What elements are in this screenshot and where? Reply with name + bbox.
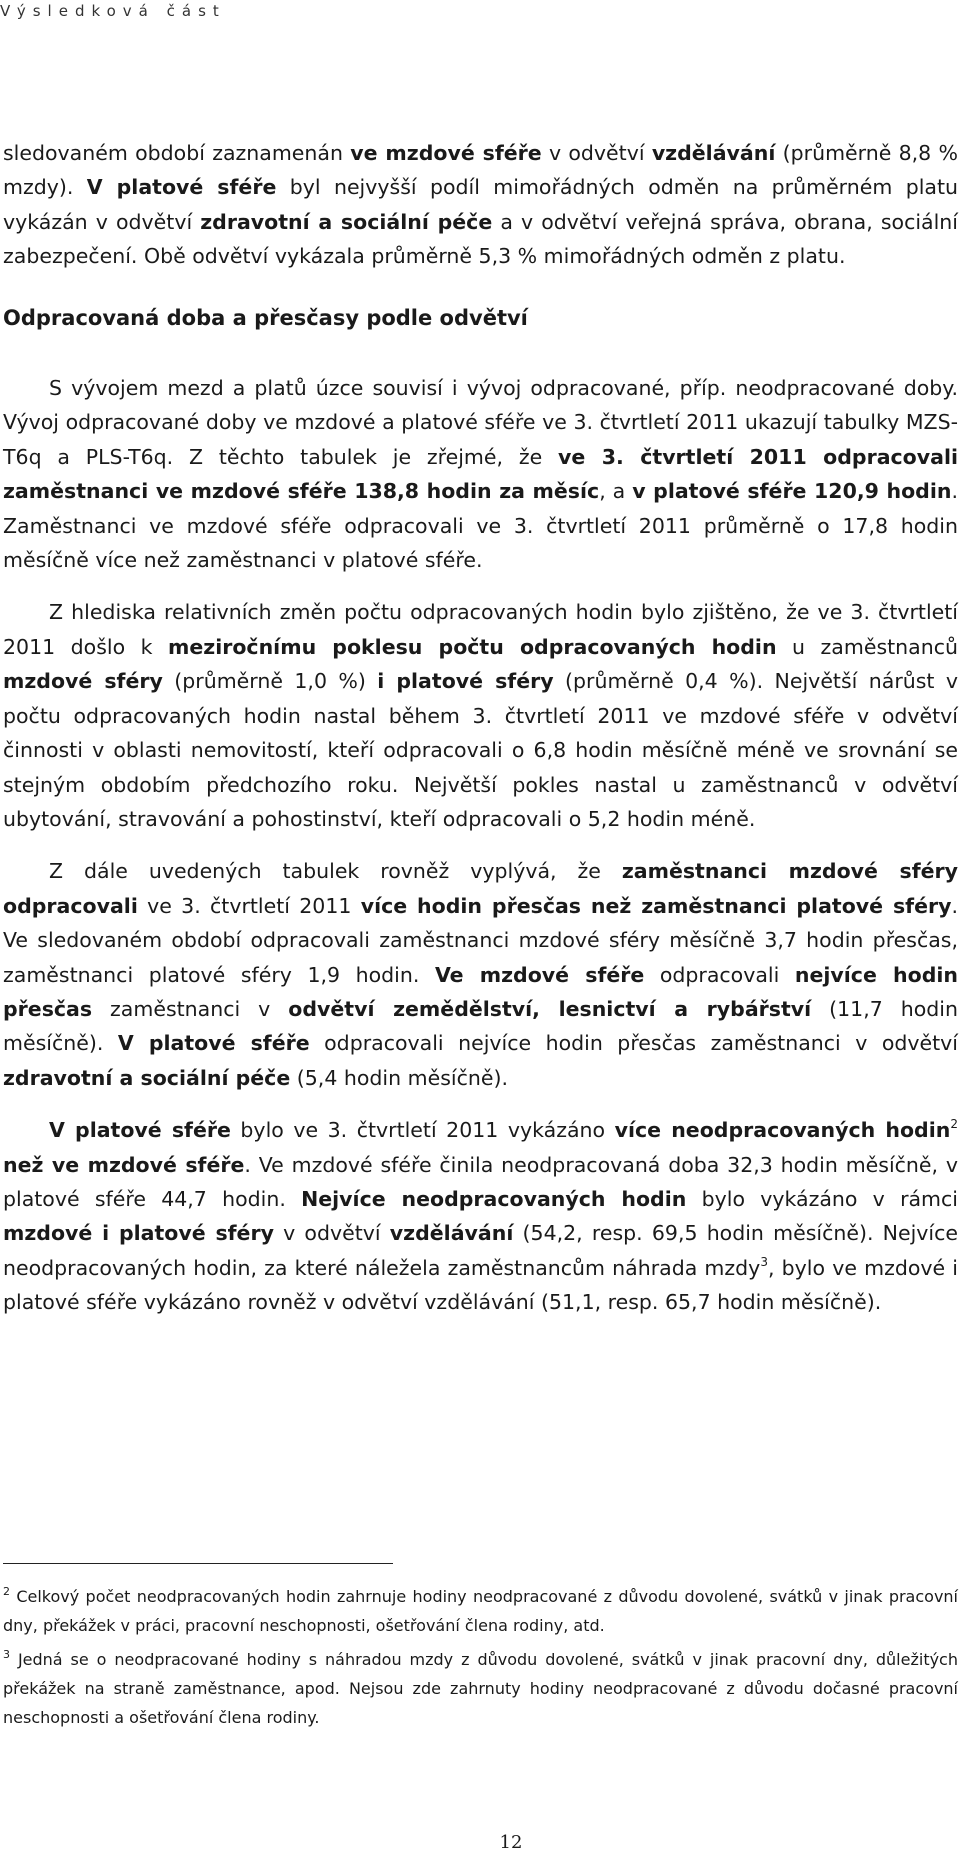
footnote-ref-3[interactable]: 3 — [760, 1254, 768, 1269]
intro-paragraph: sledovaném období zaznamenán ve mzdové sféře v odvětví vzdělávání (průměrně 8,8 % mzdy). V platové sféře byl nejvyšší podíl mimořádných odměn na průměrném platu vykázán v odvětví zdravotní a sociální péče a v odvětví veřejná správa, obrana, sociální zabezpečení. Obě odvětví vykázala průměrně 5,3 % mimořádných odměn z platu. — [3, 141, 958, 269]
paragraph-worked-hours: S vývojem mezd a platů úzce souvisí i vývoj odpracované, příp. neodpracované doby. Vývoj odpracované doby ve mzdové a platové sféře ve 3. čtvrtletí 2011 ukazují tabulky MZS-T6q a PLS-T6q. Z těchto tabulek je zřejmé, že ve 3. čtvrtletí 2011 odpracovali zaměstnanci ve mzdové sféře 138,8 hodin za měsíc, a v platové sféře 120,9 hodin. Zaměstnanci ve mzdové sféře odpracovali ve 3. čtvrtletí 2011 průměrně o 17,8 hodin měsíčně více než zaměstnanci v platové sféře. — [3, 376, 959, 573]
paragraph-relative-changes: Z hlediska relativních změn počtu odpracovaných hodin bylo zjištěno, že ve 3. čtvrtletí 2011 došlo k meziročnímu poklesu počtu odpracovaných hodin u zaměstnanců mzdové sféry (průměrně 1,0 %) i platové sféry (průměrně 0,4 %). Největší nárůst v počtu odpracovaných hodin nastal během 3. čtvrtletí 2011 ve mzdové sféře v odvětví činnosti v oblasti nemovitostí, kteří odpracovali o 6,8 hodin měsíčně méně ve srovnání se stejným obdobím předchozího roku. Největší pokles nastal u zaměstnanců v odvětví ubytování, stravování a pohostinství, kteří odpracovali o 5,2 hodin méně. — [3, 600, 959, 831]
section-heading: Odpracovaná doba a přesčasy podle odvětví — [3, 305, 528, 330]
document-body — [3, 136, 958, 1338]
footnote-text: Celkový počet neodpracovaných hodin zahrnuje hodiny neodpracované z důvodu dovolené, svátků v jinak pracovní dny, překážek v práci, pracovní neschopnosti, ošetřování člena rodiny, atd. — [3, 1587, 958, 1635]
paragraph-overtime: Z dále uvedených tabulek rovněž vyplývá, že zaměstnanci mzdové sféry odpracovali ve 3. čtvrtletí 2011 více hodin přesčas než zaměstnanci platové sféry. Ve sledovaném období odpracovali zaměstnanci mzdové sféry měsíčně 3,7 hodin přesčas, zaměstnanci platové sféry 1,9 hodin. Ve mzdové sféře odpracovali nejvíce hodin přesčas zaměstnanci v odvětví zemědělství, lesnictví a rybářství (11,7 hodin měsíčně). V platové sféře odpracovali nejvíce hodin přesčas zaměstnanci v odvětví zdravotní a sociální péče (5,4 hodin měsíčně). — [3, 859, 958, 1090]
paragraph-unworked-hours: V platové sféře bylo ve 3. čtvrtletí 2011 vykázáno více neodpracovaných hodin$^2$ než ve mzdové sféře. Ve mzdové sféře činila neodpracovaná doba 32,3 hodin měsíčně, v platové sféře 44,7 hodin. Nejvíce neodpracovaných hodin bylo vykázáno v rámci mzdové i platové sféry v odvětví vzdělávání (54,2, resp. 69,5 hodin měsíčně). Nejvíce neodpracovaných hodin, za které náležela zaměstnancům náhrada mzdy$^3$, bylo ve mzdové i platové sféře vykázáno rovněž v odvětví vzdělávání (51,1, resp. 65,7 hodin měsíčně). — [3, 1117, 959, 1315]
footnote-number: 3 — [3, 1648, 10, 1661]
page-number: 12 — [499, 1832, 523, 1853]
footnote-separator — [3, 1563, 393, 1564]
footnotes — [3, 1582, 958, 1737]
footnote-number: 2 — [3, 1585, 10, 1598]
footnote-3 — [3, 1645, 958, 1732]
footnote-2 — [3, 1582, 958, 1640]
section-header: Výsledková část — [0, 2, 226, 20]
footnote-text: Jedná se o neodpracované hodiny s náhradou mzdy z důvodu dovolené, svátků v jinak pracovní dny, důležitých překážek na straně zaměstnance, apod. Nejsou zde zahrnuty hodiny neodpracované z důvodu dočasné pracovní neschopnosti a ošetřování člena rodiny. — [3, 1650, 958, 1727]
footnote-ref-2[interactable]: 2 — [950, 1117, 958, 1132]
